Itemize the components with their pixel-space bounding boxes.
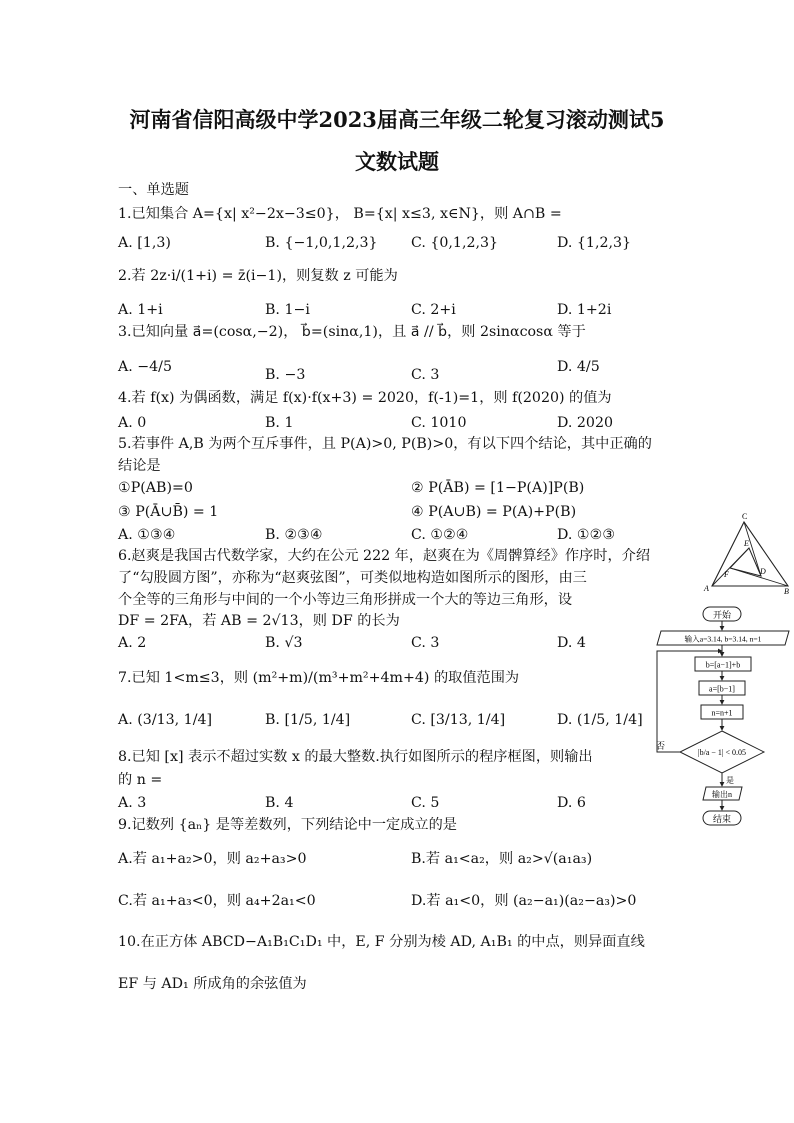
q9-option-c: C.若 a₁+a₃<0，则 a₄+2a₁<0: [118, 893, 316, 909]
q3-option-d: D. 4/5: [557, 359, 600, 375]
question-6-stem-line-3: 个全等的三角形与中间的一个小等边三角形拼成一个大的等边三角形，设: [118, 592, 573, 608]
q1-option-d: D. {1,2,3}: [557, 235, 632, 251]
q3-option-a: A. −4/5: [118, 359, 172, 375]
q7-option-a: A. (3/13, 1/4]: [118, 712, 213, 728]
q5-option-a: A. ①③④: [118, 527, 176, 543]
q4-option-c: C. 1010: [411, 415, 467, 431]
q8-option-a: A. 3: [118, 795, 147, 811]
q1-option-c: C. {0,1,2,3}: [411, 235, 499, 251]
triangle-label-c: C: [742, 512, 748, 521]
q6-option-a: A. 2: [118, 635, 147, 651]
question-3-stem: 3.已知向量 a⃗=(cosα,−2)， b⃗=(sinα,1)，且 a⃗ // b⃗，则 2sinαcosα 等于: [118, 324, 586, 340]
q3-option-c: C. 3: [411, 367, 440, 383]
question-1-stem: 1.已知集合 A={x| x²−2x−3≤0}， B={x| x≤3, x∈N}，则 A∩B =: [118, 206, 562, 222]
flowchart-input-label: 输入a=3.14, b=3.14, n=1: [684, 634, 762, 644]
flowchart-yes-label: 是: [726, 776, 734, 785]
q1-option-b: B. {−1,0,1,2,3}: [265, 235, 378, 251]
question-6-stem-line-4: DF = 2FA，若 AB = 2√13，则 DF 的长为: [118, 613, 400, 629]
flowchart-step3-label: n=n+1: [711, 708, 733, 718]
q6-option-d: D. 4: [557, 635, 586, 651]
question-10-stem-line-1: 10.在正方体 ABCD−A₁B₁C₁D₁ 中，E, F 分别为棱 AD, A₁B₁ 的中点，则异面直线: [118, 934, 645, 950]
q7-option-b: B. [1/5, 1/4]: [265, 712, 351, 728]
q5-statement-2: ② P(ĀB) = [1−P(A)]P(B): [411, 480, 585, 496]
q4-option-d: D. 2020: [557, 415, 613, 431]
q9-option-d: D.若 a₁<0，则 (a₂−a₁)(a₂−a₃)>0: [411, 893, 637, 909]
flowchart-start-label: 开始: [712, 610, 732, 620]
question-4-stem: 4.若 f(x) 为偶函数，满足 f(x)·f(x+3) = 2020，f(-1)=1，则 f(2020) 的值为: [118, 390, 612, 406]
q5-statement-1: ①P(AB)=0: [118, 480, 193, 496]
document-title: 河南省信阳高级中学2023届高三年级二轮复习滚动测试5: [129, 107, 665, 132]
question-6-stem-line-2: 了“勾股圆方图”，亦称为“赵爽弦图”，可类似地构造如图所示的图形，由三: [118, 570, 587, 586]
q5-option-b: B. ②③④: [265, 527, 323, 543]
q2-option-a: A. 1+i: [118, 302, 163, 318]
question-8-stem-line-2: 的 n =: [118, 772, 163, 788]
q2-option-d: D. 1+2i: [557, 302, 612, 318]
q7-option-d: D. (1/5, 1/4]: [557, 712, 643, 728]
question-5-stem-line-2: 结论是: [118, 458, 161, 474]
triangle-label-a: A: [704, 584, 709, 593]
section-heading: 一、单选题: [118, 182, 189, 198]
q4-option-b: B. 1: [265, 415, 294, 431]
question-7-stem: 7.已知 1<m≤3，则 (m²+m)/(m³+m²+4m+4) 的取值范围为: [118, 670, 520, 686]
q5-statement-4: ④ P(A∪B) = P(A)+P(B): [411, 504, 577, 520]
q2-option-b: B. 1−i: [265, 302, 310, 318]
document-subtitle: 文数试题: [355, 149, 439, 174]
question-6-stem-line-1: 6.赵爽是我国古代数学家，大约在公元 222 年，赵爽在为《周髀算经》作序时，介绍: [118, 548, 651, 564]
program-flowchart: [653, 603, 794, 830]
triangle-label-b: B: [784, 587, 789, 596]
q3-option-b: B. −3: [265, 367, 306, 383]
question-8-stem-line-1: 8.已知 [x] 表示不超过实数 x 的最大整数.执行如图所示的程序框图，则输出: [118, 749, 593, 765]
question-10-stem-line-2: EF 与 AD₁ 所成角的余弦值为: [118, 976, 307, 992]
flowchart-step2-label: a=[b−1]: [709, 684, 735, 694]
flowchart-condition-label: |b/a − 1| < 0.05: [698, 748, 746, 757]
q5-statement-3: ③ P(Ā∪B̄) = 1: [118, 504, 219, 520]
flowchart-output-label: 输出n: [712, 790, 732, 799]
question-5-stem-line-1: 5.若事件 A,B 为两个互斥事件，且 P(A)>0, P(B)>0，有以下四个结论，其中正确的: [118, 436, 652, 452]
q9-option-b: B.若 a₁<a₂，则 a₂>√(a₁a₃): [411, 851, 593, 867]
q8-option-d: D. 6: [557, 795, 586, 811]
triangle-label-f: F: [724, 570, 729, 579]
q5-option-c: C. ①②④: [411, 527, 469, 543]
q6-option-c: C. 3: [411, 635, 440, 651]
q6-option-b: B. √3: [265, 635, 303, 651]
question-9-stem: 9.记数列 {aₙ} 是等差数列，下列结论中一定成立的是: [118, 817, 457, 833]
zhao-shuang-triangle-figure: [700, 508, 794, 596]
q8-option-c: C. 5: [411, 795, 440, 811]
q8-option-b: B. 4: [265, 795, 294, 811]
q5-option-d: D. ①②③: [557, 527, 616, 543]
triangle-label-e: E: [744, 539, 749, 548]
flowchart-no-label: 否: [656, 741, 666, 751]
triangle-label-d: D: [760, 567, 766, 576]
q1-option-a: A. [1,3): [118, 235, 171, 251]
flowchart-step1-label: b=[a−1]+b: [705, 660, 741, 670]
question-2-stem: 2.若 2z·i/(1+i) = z̄(i−1)，则复数 z 可能为: [118, 268, 398, 284]
q4-option-a: A. 0: [118, 415, 147, 431]
q9-option-a: A.若 a₁+a₂>0，则 a₂+a₃>0: [118, 851, 307, 867]
flowchart-end-label: 结束: [712, 814, 732, 824]
q2-option-c: C. 2+i: [411, 302, 456, 318]
q7-option-c: C. [3/13, 1/4]: [411, 712, 506, 728]
